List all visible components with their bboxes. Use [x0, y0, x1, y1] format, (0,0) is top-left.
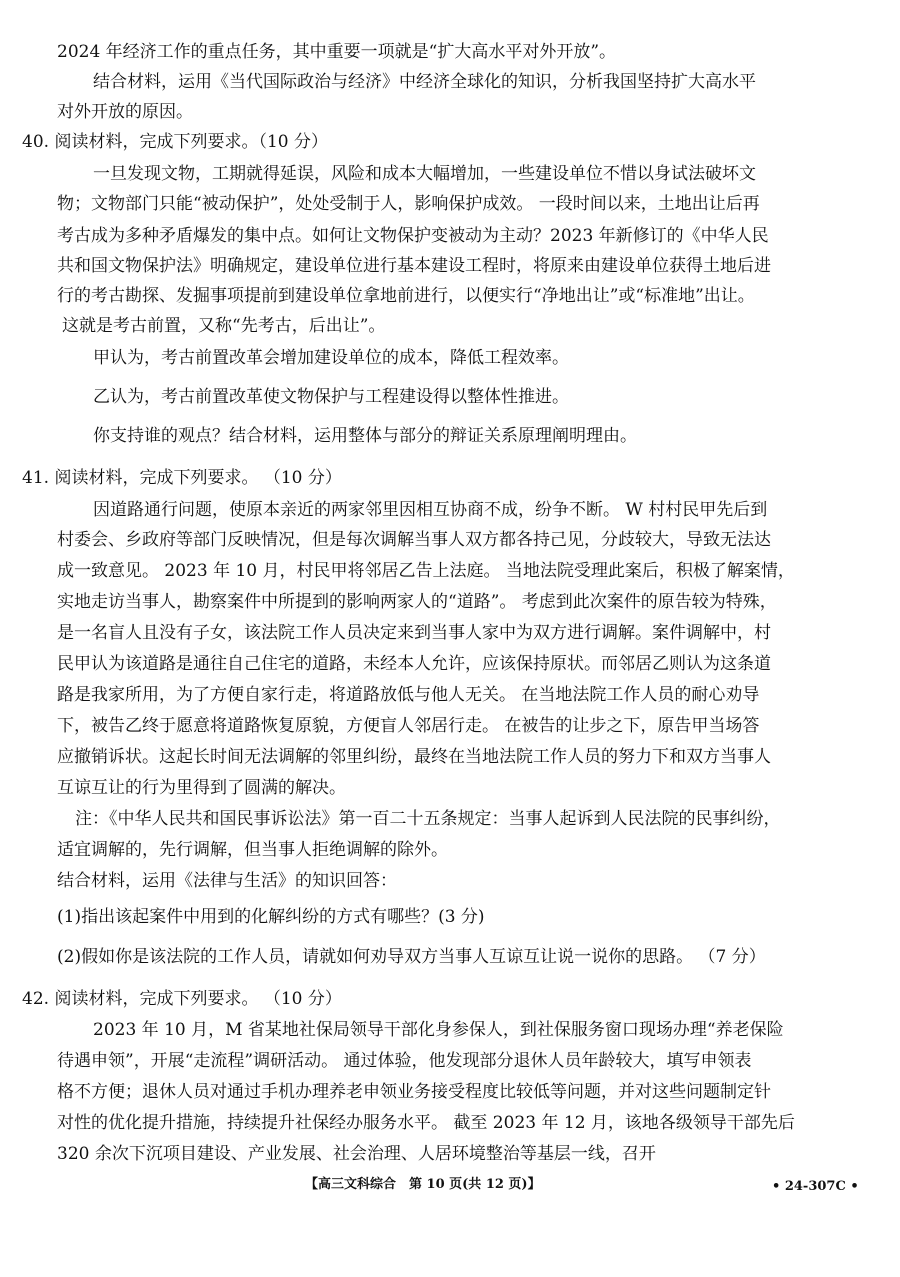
text-line: 格不方便；退休人员对通过手机办理养老申领业务接受程度比较低等问题，并对这些问题制定针: [57, 1082, 771, 1102]
text-line: 这就是考古前置，又称“先考古，后出让”。: [62, 316, 386, 336]
text-line: 结合材料，运用《当代国际政治与经济》中经济全球化的知识，分析我国坚持扩大高水平: [93, 72, 756, 92]
text-line: 民甲认为该道路是通往自己住宅的道路，未经本人允许，应该保持原状。而邻居乙则认为这条道: [57, 654, 771, 674]
note-line: 适宜调解的，先行调解，但当事人拒绝调解的除外。: [57, 840, 448, 860]
text-line: 2024 年经济工作的重点任务，其中重要一项就是“扩大高水平对外开放”。: [57, 42, 617, 62]
sub-question-1: (1)指出该起案件中用到的化解纠纷的方式有哪些？(3 分): [57, 907, 485, 927]
text-line: 2023 年 10 月，M 省某地社保局领导干部化身参保人，到社保服务窗口现场办理“养老保险: [93, 1020, 784, 1040]
page-footer-code: • 24-307C •: [772, 1179, 859, 1194]
text-line: 320 余次下沉项目建设、产业发展、社会治理、人居环境整治等基层一线，召开: [57, 1144, 656, 1164]
text-line: 应撤销诉状。这起长时间无法调解的邻里纠纷，最终在当地法院工作人员的努力下和双方当事人: [57, 747, 771, 767]
text-line: 对性的优化提升措施，持续提升社保经办服务水平。 截至 2023 年 12 月，该地各级领导干部先后: [57, 1113, 795, 1133]
text-line: 实地走访当事人，勘察案件中所提到的影响两家人的“道路”。 考虑到此次案件的原告较为特殊，: [57, 592, 777, 612]
text-line: 甲认为，考古前置改革会增加建设单位的成本，降低工程效率。: [93, 348, 569, 368]
text-line: 对外开放的原因。: [57, 102, 193, 122]
text-line: 你支持谁的观点？结合材料，运用整体与部分的辩证关系原理阐明理由。: [93, 426, 637, 446]
question-heading-40: 40. 阅读材料，完成下列要求。（10 分）: [22, 132, 328, 152]
text-line: 是一名盲人且没有子女，该法院工作人员决定来到当事人家中为双方进行调解。案件调解中，村: [57, 623, 771, 643]
text-line: 乙认为，考古前置改革使文物保护与工程建设得以整体性推进。: [93, 387, 569, 407]
text-line: 物；文物部门只能“被动保护”，处处受制于人，影响保护成效。 一段时间以来，土地出让后再: [57, 194, 760, 214]
text-line: 路是我家所用，为了方便自家行走，将道路放低与他人无关。 在当地法院工作人员的耐心劝导: [57, 685, 760, 705]
text-line: 成一致意见。 2023 年 10 月，村民甲将邻居乙告上法庭。 当地法院受理此案后，积极了解案情，: [57, 561, 795, 581]
text-line: 因道路通行问题，使原本亲近的两家邻里因相互协商不成，纷争不断。 W 村村民甲先后到: [93, 500, 768, 520]
text-line: 互谅互让的行为里得到了圆满的解决。: [57, 778, 346, 798]
page-footer-label: 【高三文科综合 第 10 页(共 12 页)】: [305, 1177, 541, 1192]
text-line: 结合材料，运用《法律与生活》的知识回答：: [57, 871, 397, 891]
note-line: 注：《中华人民共和国民事诉讼法》第一百二十五条规定：当事人起诉到人民法院的民事纠纷，: [75, 809, 781, 829]
text-line: 待遇申领”，开展“走流程”调研活动。 通过体验，他发现部分退休人员年龄较大，填写申领表: [57, 1051, 752, 1071]
text-line: 村委会、乡政府等部门反映情况，但是每次调解当事人双方都各持己见，分歧较大，导致无法达: [57, 530, 771, 550]
sub-question-2: (2)假如你是该法院的工作人员，请就如何劝导双方当事人互谅互让说一说你的思路。 （7 分）: [57, 947, 766, 967]
text-line: 下，被告乙终于愿意将道路恢复原貌，方便盲人邻居行走。 在被告的让步之下，原告甲当场答: [57, 716, 760, 736]
text-line: 共和国文物保护法》明确规定，建设单位进行基本建设工程时，将原来由建设单位获得土地后进: [57, 256, 771, 276]
text-line: 考古成为多种矛盾爆发的集中点。如何让文物保护变被动为主动？2023 年新修订的《中华人民: [57, 226, 769, 246]
text-line: 行的考古勘探、发掘事项提前到建设单位拿地前进行，以便实行“净地出让”或“标准地”出让。: [57, 286, 755, 306]
text-line: 一旦发现文物，工期就得延误，风险和成本大幅增加，一些建设单位不惜以身试法破坏文: [93, 164, 756, 184]
question-heading-41: 41. 阅读材料，完成下列要求。 （10 分）: [22, 468, 342, 488]
question-heading-42: 42. 阅读材料，完成下列要求。 （10 分）: [22, 989, 342, 1009]
